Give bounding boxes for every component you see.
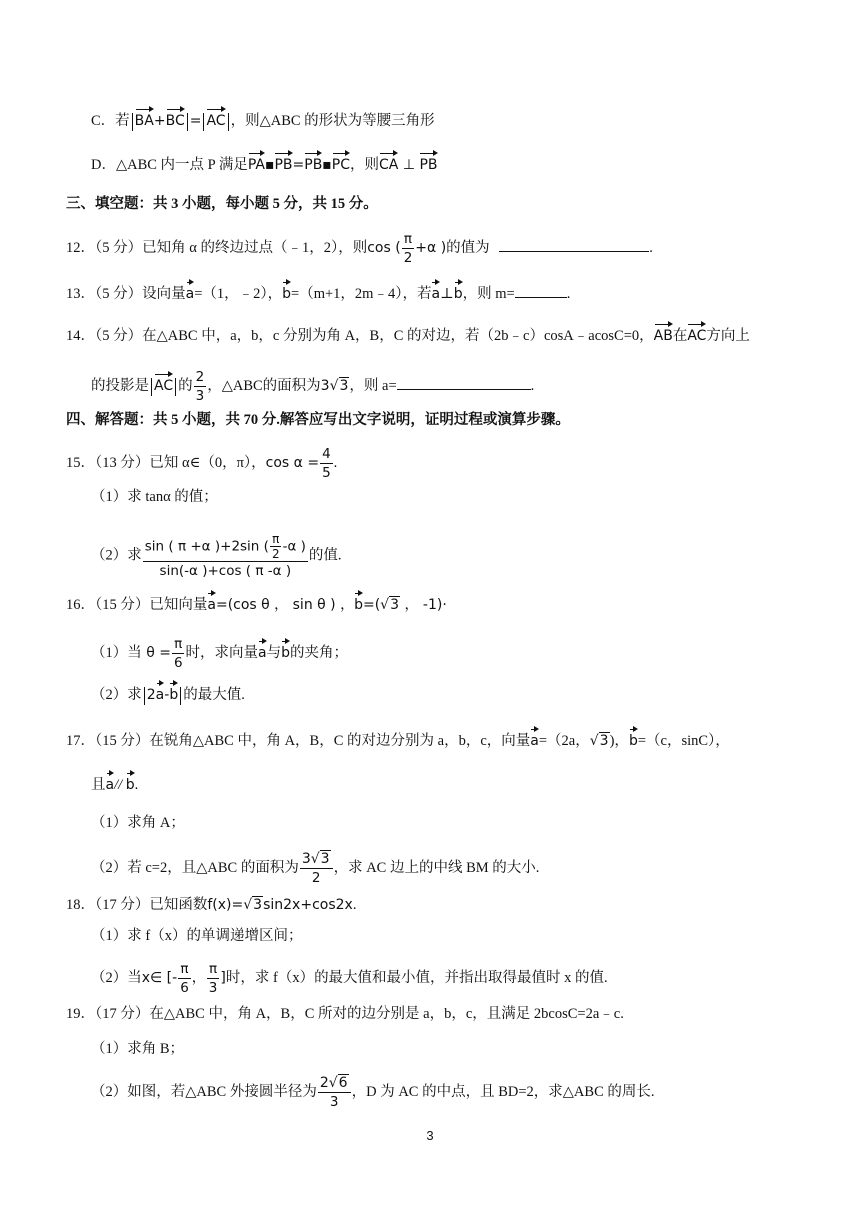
q18-sub2: （2）当x∈ [- $\frac{\pi}{6}$ ， $\frac{\pi}{3}$ ]时，求 f（x）的最大值和最小值，并指出取得最值时 x 的值. [91, 961, 608, 996]
option-d: D．△ABC 内一点 P 满足PA▪PB=PB▪PC，则CA ⊥ PB [91, 153, 438, 175]
q16-s1post: 时，求向量 [185, 644, 259, 661]
q14-line2pre: 的投影是 [91, 377, 149, 394]
q18-sub1: （1）求 f（x）的单调递增区间； [91, 928, 303, 944]
q17-line2: 且a// b. [91, 773, 138, 795]
q16-s1end: 的夹角； [290, 644, 349, 661]
page-number: 3 [426, 1128, 434, 1143]
q19-sub1: （1）求角 B； [91, 1041, 185, 1057]
q13-post: ，则 m= [462, 286, 515, 302]
q17-b: =（c，sinC）， [637, 733, 730, 749]
option-c-eq: = [189, 113, 202, 129]
q19-s2post: ，D 为 AC 的中点，且 BD=2，求△ABC 的周长. [351, 1083, 655, 1100]
q15-sub1: （1）求 tanα 的值； [91, 489, 218, 505]
q19-sub2: （2）如图，若△ABC 外接圆半径为 $\frac{2√6}{3}$ ，D 为 AC 的中点，且 BD=2，求△ABC 的周长. [91, 1075, 655, 1110]
q18-s2post: 时，求 f（x）的最大值和最小值，并指出取得最值时 x 的值. [225, 969, 608, 986]
q14-l1tail: 方向上 [706, 328, 750, 344]
q17-sub2: （2）若 c=2，且△ABC 的面积为 $\frac{3√3}{2}$ ，求 AC 边上的中线 BM 的大小. [91, 851, 540, 886]
question-14-line1: 14．（5 分）在△ABC 中，a，b，c 分别为角 A，B，C 的对边，若（2b﹣c）cosA﹣acosC=0，AB在AC方向上 [66, 324, 750, 346]
q14-l2b: ，△ABC的面积为 [207, 377, 321, 394]
q17-a: =（2a， [538, 733, 590, 749]
question-13: 13．（5 分）设向量a=（1，﹣2），b=（m+1，2m﹣4），若a⊥b，则 m= . [66, 282, 570, 304]
q13-pre: 13．（5 分）设向量 [66, 286, 186, 302]
option-c-pre: C．若 [91, 113, 130, 129]
option-d-mid: ，则 [350, 157, 380, 173]
q16-sub1: （1）当 θ = $\frac{\pi}{6}$ 时，求向量a与b的夹角； [91, 636, 349, 671]
question-15: 15．（13 分）已知 α∈（0，π），cos α = $\frac{4}{5}$ . [66, 446, 338, 481]
q19-s2pre: （2）如图，若△ABC 外接圆半径为 [91, 1083, 317, 1100]
q14-l2a: 的 [178, 377, 193, 394]
question-16: 16．（15 分）已知向量a=(cos θ ， sin θ ) ，b=(√3 ， -1)· [66, 593, 447, 615]
q16-s2post: 的最大值. [183, 687, 245, 703]
q17-sub1: （1）求角 A； [91, 815, 185, 831]
option-d-pre: D．△ABC 内一点 P 满足 [91, 157, 248, 173]
q15-pre: 15．（13 分）已知 α∈（0，π）， [66, 454, 266, 471]
question-18: 18．（17 分）已知函数f(x)=√3sin2x+cos2x. [66, 897, 357, 913]
q17-s2pre: （2）若 c=2，且△ABC 的面积为 [91, 859, 299, 876]
q17-line2: 且 [91, 777, 106, 793]
q16-s2pre: （2）求 [91, 687, 142, 703]
q14-l2c: ，则 a= [349, 377, 397, 394]
q13-a: =（1，﹣2）， [194, 286, 283, 302]
q18-s2pre: （2）当 [91, 969, 142, 986]
q12-pre: 12．（5 分）已知角 α 的终边过点（﹣1，2），则 [66, 239, 368, 256]
q12-post: 的值为 [446, 239, 490, 256]
q13-b: =（m+1，2m﹣4），若 [291, 286, 432, 302]
q16-sub2: （2）求 2a-b 的最大值. [91, 683, 245, 705]
q16-s1pre: （1）当 [91, 644, 142, 661]
q17-s2post: ，求 AC 边上的中线 BM 的大小. [333, 859, 540, 876]
q17-pre: 17．（15 分）在锐角△ABC 中，角 A，B，C 的对边分别为 a，b，c，向量 [66, 733, 531, 749]
question-17: 17．（15 分）在锐角△ABC 中，角 A，B，C 的对边分别为 a，b，c，向量a=（2a，√3)，b=（c，sinC）， [66, 729, 730, 751]
question-14-line2: 的投影是 AC 的 $\frac{2}{3}$ ，△ABC的面积为3√3，则 a= . [91, 369, 535, 404]
section-4-heading: 四、解答题：共 5 小题，共 70 分.解答应写出文字说明，证明过程或演算步骤。 [66, 412, 570, 428]
section-3-heading: 三、填空题：共 3 小题，每小题 5 分，共 15 分。 [66, 196, 378, 212]
q15-s2post: 的值. [308, 547, 342, 564]
q14-line1: 14．（5 分）在△ABC 中，a，b，c 分别为角 A，B，C 的对边，若（2b﹣c）cosA﹣acosC=0， [66, 328, 654, 344]
question-19: 19．（17 分）在△ABC 中，角 A，B，C 所对的边分别是 a，b，c，且满足 2bcosC=2a﹣c. [66, 1006, 624, 1022]
q15-s2pre: （2）求 [91, 547, 142, 564]
q18-pre: 18．（17 分）已知函数 [66, 897, 208, 913]
option-c-post: ，则△ABC 的形状为等腰三角形 [230, 113, 435, 129]
option-c: C．若 BA+BC = AC ，则△ABC 的形状为等腰三角形 [91, 109, 435, 131]
question-12: 12．（5 分）已知角 α 的终边过点（﹣1，2），则cos ( $\frac{\pi}{2}$ +α )的值为 . [66, 231, 653, 266]
q15-sub2: （2）求 sin ( π +α )+2sin ( $\frac{\pi}{2}$ -α ) sin(-α )+cos ( π -α ) 的值. [91, 532, 342, 579]
q16-pre: 16．（15 分）已知向量 [66, 597, 208, 613]
